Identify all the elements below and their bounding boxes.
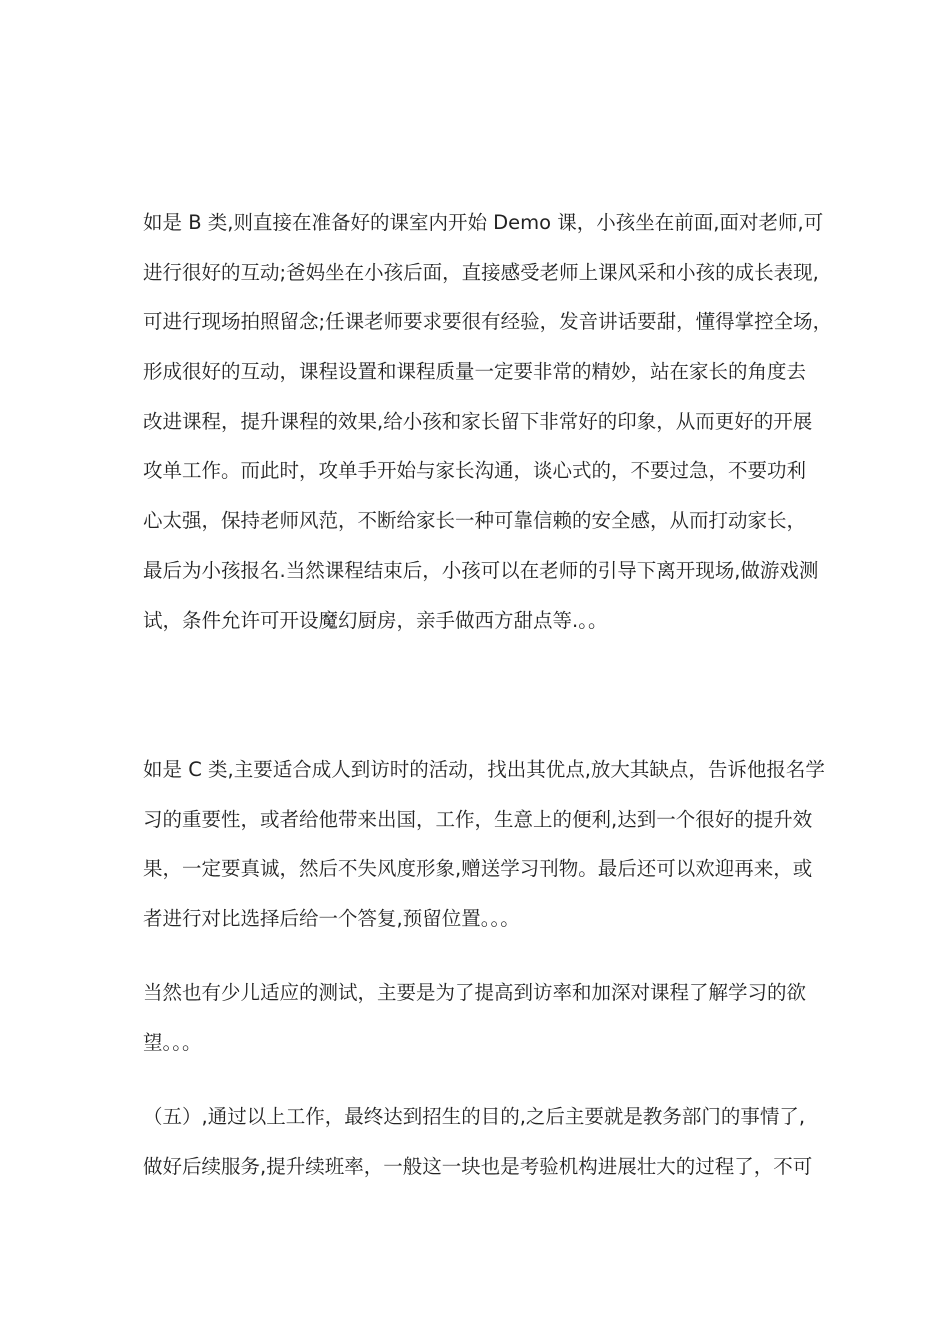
text-line: 攻单工作。而此时，攻单手开始与家长沟通，谈心式的，不要过急，不要功利 bbox=[143, 459, 807, 483]
text-line: 最后为小孩报名.当然课程结束后，小孩可以在老师的引导下离开现场,做游戏测 bbox=[143, 558, 819, 582]
text-line: 进行很好的互动;爸妈坐在小孩后面，直接感受老师上课风采和小孩的成长表现, bbox=[143, 260, 819, 284]
text-line: 形成很好的互动，课程设置和课程质量一定要非常的精妙，站在家长的角度去 bbox=[143, 360, 807, 384]
text-line: 如是 C 类,主要适合成人到访时的活动，找出其优点,放大其缺点，告诉他报名学 bbox=[143, 758, 825, 781]
text-line: 者进行对比选择后给一个答复,预留位置。。。 bbox=[143, 907, 520, 931]
paragraph-c-class bbox=[143, 745, 823, 944]
text-line: 心太强，保持老师风范，不断给家长一种可靠信赖的安全感，从而打动家长， bbox=[143, 509, 807, 533]
text-line: 改进课程，提升课程的效果,给小孩和家长留下非常好的印象，从而更好的开展 bbox=[143, 409, 813, 433]
text-line: 果，一定要真诚，然后不失风度形象,赠送学习刊物。最后还可以欢迎再来，或 bbox=[143, 857, 813, 881]
text-line: 做好后续服务,提升续班率，一般这一块也是考验机构进展壮大的过程了，不可 bbox=[143, 1154, 813, 1178]
text-line: 当然也有少儿适应的测试，主要是为了提高到访率和加深对课程了解学习的欲 bbox=[143, 981, 807, 1004]
text-line: 可进行现场拍照留念;任课老师要求要很有经验，发音讲话要甜，懂得掌控全场， bbox=[143, 310, 833, 334]
text-line: 试，条件允许可开设魔幻厨房，亲手做西方甜点等.。。 bbox=[143, 608, 608, 632]
text-line: 如是 B 类,则直接在准备好的课室内开始 Demo 课，小孩坐在前面,面对老师,可 bbox=[143, 211, 824, 234]
paragraph-section-five bbox=[143, 1092, 823, 1191]
text-line: 望。。。 bbox=[143, 1030, 202, 1054]
text-line: 习的重要性，或者给他带来出国，工作，生意上的便利,达到一个很好的提升效 bbox=[143, 807, 813, 831]
paragraph-b-class bbox=[143, 198, 833, 645]
paragraph-children-test bbox=[143, 968, 823, 1067]
text-line: （五）,通过以上工作，最终达到招生的目的,之后主要就是教务部门的事情了, bbox=[143, 1105, 806, 1128]
